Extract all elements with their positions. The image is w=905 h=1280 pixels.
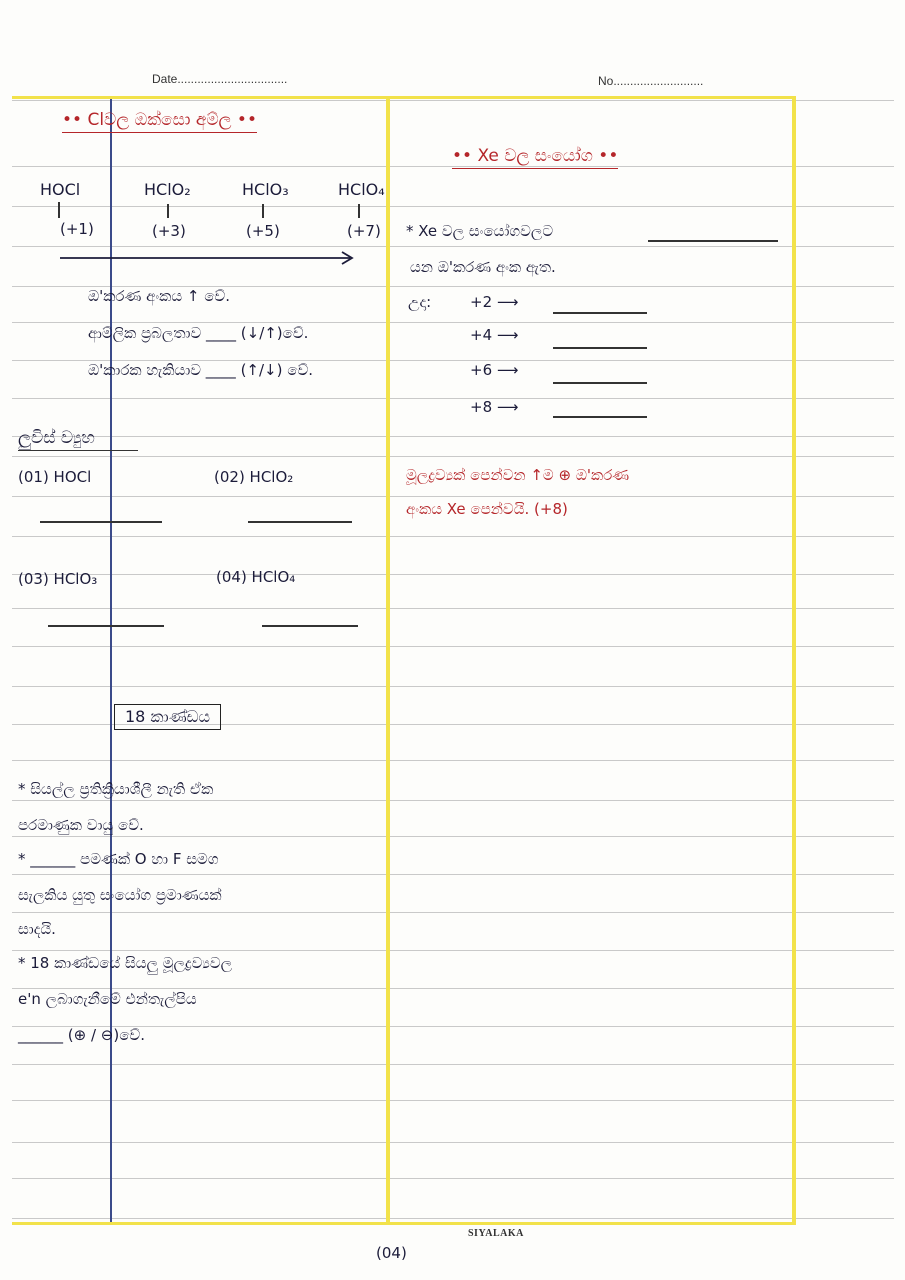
acid-formula-3: HClO₃: [242, 180, 289, 199]
ruled-line: [12, 874, 894, 875]
brand-footer: SIYALAKA: [468, 1228, 524, 1239]
increase-arrow-icon: [58, 250, 358, 266]
example-plus2: +2 ⟶: [470, 293, 519, 311]
xe-intro-blank: [648, 240, 778, 242]
trend-line-3: ඔ'කාරක හැකියාව ____ (↑/↓) වේ.: [88, 361, 314, 379]
ruled-line: [12, 1064, 894, 1065]
tick-4: [358, 204, 360, 218]
lewis-blank-3: [48, 625, 164, 627]
xe-intro-line-1: * Xe වල සංයෝගවලට: [406, 222, 554, 240]
group18-line-8: ______ (⊕ / ⊖)වේ.: [18, 1026, 145, 1044]
lewis-title: ලුවිස් ව්‍යුහ: [18, 428, 138, 451]
ruled-line: [12, 836, 894, 837]
number-label: No...........................: [598, 74, 704, 88]
date-label: Date.................................: [152, 72, 288, 86]
xe-intro-line-2: යන ඔ'කරණ අංක ඇත.: [410, 258, 556, 276]
ruled-line: [12, 800, 894, 801]
oxidation-state-4: (+7): [347, 222, 381, 240]
oxidation-state-2: (+3): [152, 222, 186, 240]
acid-formula-2: HClO₂: [144, 180, 191, 199]
ruled-line: [12, 246, 894, 247]
ruled-line: [12, 1100, 894, 1101]
yellow-divider: [386, 96, 390, 1225]
example-blank-2: [553, 347, 647, 349]
lewis-blank-4: [262, 625, 358, 627]
example-blank-1: [553, 312, 647, 314]
tick-1: [58, 202, 60, 218]
group18-line-5: සාදයි.: [18, 920, 56, 938]
ruled-line: [12, 912, 894, 913]
ruled-line: [12, 1142, 894, 1143]
ruled-line: [12, 608, 894, 609]
group18-line-7: e'n ලබාගැනීමේ එන්තැල්පිය: [18, 990, 197, 1008]
lewis-blank-1: [40, 521, 162, 523]
example-plus6: +6 ⟶: [470, 361, 519, 379]
oxoacids-title: •• Clවල ඔක්සො අම්ල ••: [62, 110, 257, 133]
example-blank-3: [553, 382, 647, 384]
oxidation-state-1: (+1): [60, 220, 94, 238]
acid-formula-4: HClO₄: [338, 180, 385, 199]
trend-line-2: ආම්ලික ප්‍රබලතාව ____ (↓/↑)වේ.: [88, 324, 309, 342]
example-label: උදා:: [408, 293, 432, 311]
ruled-line: [12, 322, 894, 323]
xe-note-line-1: මූලද්‍රව්‍යක් පෙන්වන ↑ම ⊕ ඔ'කරණ: [406, 466, 630, 484]
ruled-line: [12, 760, 894, 761]
acid-formula-1: HOCl: [40, 180, 81, 199]
group18-line-2: පරමාණුක වායු වේ.: [18, 816, 144, 834]
ruled-line: [12, 686, 894, 687]
lewis-blank-2: [248, 521, 352, 523]
ruled-line: [12, 1178, 894, 1179]
yellow-frame-top: [12, 96, 796, 99]
ruled-line: [12, 574, 894, 575]
group18-line-3: * ______ පමණක් O හා F සමග: [18, 850, 219, 868]
group18-box: 18 කාණ්ඩය: [114, 704, 221, 730]
tick-2: [167, 204, 169, 218]
lewis-item-1: (01) HOCl: [18, 468, 92, 486]
lewis-item-4: (04) HClO₄: [216, 568, 296, 586]
oxidation-state-3: (+5): [246, 222, 280, 240]
tick-3: [262, 204, 264, 218]
ruled-line: [12, 206, 894, 207]
example-plus8: +8 ⟶: [470, 398, 519, 416]
ruled-line: [12, 436, 894, 437]
page-number: (04): [376, 1244, 407, 1262]
ruled-line: [12, 950, 894, 951]
xe-compounds-title: •• Xe වල සංයෝග ••: [452, 146, 618, 169]
example-blank-4: [553, 416, 647, 418]
yellow-frame-right: [792, 96, 796, 1225]
ruled-line: [12, 100, 894, 101]
trend-line-1: ඔ'කරණ අංකය ↑ වේ.: [88, 287, 230, 305]
xe-note-line-2: අංකය Xe පෙන්වයි. (+8): [406, 500, 568, 518]
example-plus4: +4 ⟶: [470, 326, 519, 344]
group18-line-4: සැලකිය යුතු සංයෝග ප්‍රමාණයක්: [18, 886, 222, 904]
lewis-item-2: (02) HClO₂: [214, 468, 294, 486]
yellow-frame-bottom: [12, 1222, 796, 1225]
ruled-line: [12, 1218, 894, 1219]
group18-line-1: * සියල්ල ප්‍රතික්‍රියාශීලී නැති ඒක: [18, 780, 214, 798]
ruled-line: [12, 456, 894, 457]
ruled-line: [12, 988, 894, 989]
group18-line-6: * 18 කාණ්ඩයේ සියලු මූලද්‍රව්‍යවල: [18, 954, 233, 972]
lewis-item-3: (03) HClO₃: [18, 570, 98, 588]
ruled-line: [12, 398, 894, 399]
ruled-line: [12, 496, 894, 497]
ruled-line: [12, 536, 894, 537]
margin-line: [110, 97, 112, 1225]
ruled-line: [12, 646, 894, 647]
